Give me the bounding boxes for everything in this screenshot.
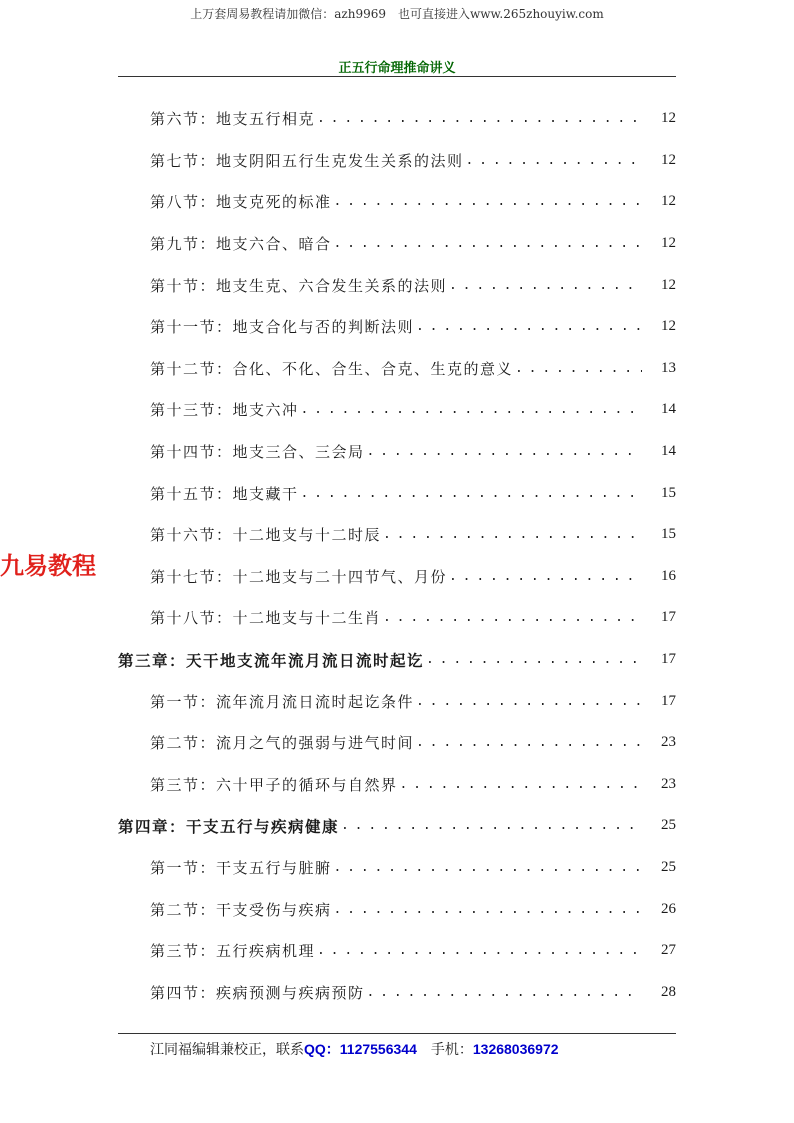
- toc-dot-leader: [400, 777, 642, 792]
- toc-chapter-entry[interactable]: [118, 805, 676, 847]
- toc-entry-title: 第十节：地支生克、六合发生关系的法则: [150, 276, 448, 295]
- toc-entry-title: 第十四节：地支三合、三会局: [150, 443, 365, 462]
- toc-section-entry[interactable]: [118, 888, 676, 930]
- toc-page-number: 17: [661, 651, 676, 668]
- table-of-contents: [118, 98, 676, 1013]
- toc-dot-leader: [334, 194, 642, 209]
- footer: [150, 1039, 559, 1059]
- toc-dot-leader: [383, 527, 642, 542]
- toc-section-entry[interactable]: [118, 223, 676, 265]
- toc-dot-leader: [466, 153, 642, 168]
- toc-dot-leader: [301, 486, 642, 501]
- toc-section-entry[interactable]: [118, 971, 676, 1013]
- toc-entry-title: 第四章：干支五行与疾病健康: [118, 816, 340, 836]
- header-rule: [118, 76, 676, 77]
- toc-dot-leader: [334, 902, 642, 917]
- toc-dot-leader: [301, 402, 642, 417]
- toc-section-entry[interactable]: [118, 306, 676, 348]
- toc-entry-title: 第二节：流月之气的强弱与进气时间: [150, 734, 415, 753]
- toc-entry-title: 第十八节：十二地支与十二生肖: [150, 609, 382, 628]
- toc-page-number: 17: [661, 692, 676, 709]
- toc-section-entry[interactable]: [118, 722, 676, 764]
- toc-section-entry[interactable]: [118, 431, 676, 473]
- toc-section-entry[interactable]: [118, 181, 676, 223]
- toc-section-entry[interactable]: [118, 514, 676, 556]
- toc-dot-leader: [383, 610, 642, 625]
- toc-page-number: 16: [661, 567, 676, 584]
- toc-section-entry[interactable]: [118, 680, 676, 722]
- toc-entry-title: 第一节：干支五行与脏腑: [150, 858, 332, 877]
- toc-section-entry[interactable]: [118, 98, 676, 140]
- toc-entry-title: 第二节：干支受伤与疾病: [150, 900, 332, 919]
- toc-page-number: 12: [661, 151, 676, 168]
- toc-section-entry[interactable]: [118, 764, 676, 806]
- toc-chapter-entry[interactable]: [118, 639, 676, 681]
- toc-entry-title: 第六节：地支五行相克: [150, 110, 316, 129]
- toc-section-entry[interactable]: [118, 264, 676, 306]
- toc-dot-leader: [341, 818, 642, 833]
- toc-dot-leader: [367, 985, 642, 1000]
- toc-dot-leader: [449, 569, 642, 584]
- footer-qq: QQ：1127556344: [304, 1041, 417, 1057]
- toc-page-number: 13: [661, 359, 676, 376]
- toc-page-number: 12: [661, 235, 676, 252]
- toc-page-number: 17: [661, 609, 676, 626]
- footer-rule: [118, 1033, 676, 1034]
- toc-dot-leader: [334, 236, 642, 251]
- toc-section-entry[interactable]: [118, 930, 676, 972]
- toc-page-number: 26: [661, 900, 676, 917]
- toc-dot-leader: [334, 860, 642, 875]
- toc-page-number: 15: [661, 484, 676, 501]
- toc-entry-title: 第三节：五行疾病机理: [150, 942, 316, 961]
- toc-dot-leader: [416, 319, 642, 334]
- toc-dot-leader: [416, 735, 642, 750]
- toc-entry-title: 第十三节：地支六冲: [150, 401, 299, 420]
- footer-phone: 13268036972: [472, 1041, 559, 1057]
- toc-entry-title: 第三节：六十甲子的循环与自然界: [150, 775, 398, 794]
- toc-dot-leader: [367, 444, 642, 459]
- toc-page-number: 28: [661, 983, 676, 1000]
- toc-page-number: 25: [661, 858, 676, 875]
- toc-dot-leader: [317, 943, 642, 958]
- watermark: 九易教程: [0, 552, 96, 580]
- running-header: 正五行命理推命讲义: [338, 61, 456, 76]
- toc-page-number: 14: [661, 443, 676, 460]
- footer-editor: 江同福编辑兼校正，联系: [150, 1042, 304, 1058]
- toc-section-entry[interactable]: [118, 556, 676, 598]
- toc-dot-leader: [416, 694, 642, 709]
- toc-section-entry[interactable]: [118, 348, 676, 390]
- toc-entry-title: 第十六节：十二地支与十二时辰: [150, 526, 382, 545]
- toc-entry-title: 第八节：地支克死的标准: [150, 193, 332, 212]
- toc-section-entry[interactable]: [118, 389, 676, 431]
- toc-page-number: 12: [661, 193, 676, 210]
- toc-section-entry[interactable]: [118, 472, 676, 514]
- toc-entry-title: 第三章：天干地支流年流月流日流时起讫: [118, 650, 425, 670]
- footer-phone-label: 手机：: [430, 1042, 473, 1058]
- toc-dot-leader: [426, 652, 642, 667]
- toc-section-entry[interactable]: [118, 847, 676, 889]
- top-promo-note: 上万套周易教程请加微信：azh9969 也可直接进入www.265zhouyiw.com: [190, 7, 604, 21]
- toc-dot-leader: [317, 111, 642, 126]
- toc-entry-title: 第十七节：十二地支与二十四节气、月份: [150, 567, 448, 586]
- toc-page-number: 15: [661, 526, 676, 543]
- toc-page-number: 12: [661, 318, 676, 335]
- toc-dot-leader: [515, 361, 642, 376]
- toc-dot-leader: [449, 278, 642, 293]
- toc-page-number: 27: [661, 942, 676, 959]
- toc-page-number: 14: [661, 401, 676, 418]
- toc-page-number: 23: [661, 734, 676, 751]
- toc-section-entry[interactable]: [118, 140, 676, 182]
- toc-entry-title: 第九节：地支六合、暗合: [150, 235, 332, 254]
- toc-entry-title: 第四节：疾病预测与疾病预防: [150, 983, 365, 1002]
- toc-entry-title: 第十五节：地支藏干: [150, 484, 299, 503]
- toc-page-number: 12: [661, 110, 676, 127]
- toc-entry-title: 第一节：流年流月流日流时起讫条件: [150, 692, 415, 711]
- toc-page-number: 12: [661, 276, 676, 293]
- toc-page-number: 25: [661, 817, 676, 834]
- toc-page-number: 23: [661, 775, 676, 792]
- toc-entry-title: 第七节：地支阴阳五行生克发生关系的法则: [150, 151, 464, 170]
- toc-section-entry[interactable]: [118, 597, 676, 639]
- toc-entry-title: 第十一节：地支合化与否的判断法则: [150, 318, 415, 337]
- toc-entry-title: 第十二节：合化、不化、合生、合克、生克的意义: [150, 359, 514, 378]
